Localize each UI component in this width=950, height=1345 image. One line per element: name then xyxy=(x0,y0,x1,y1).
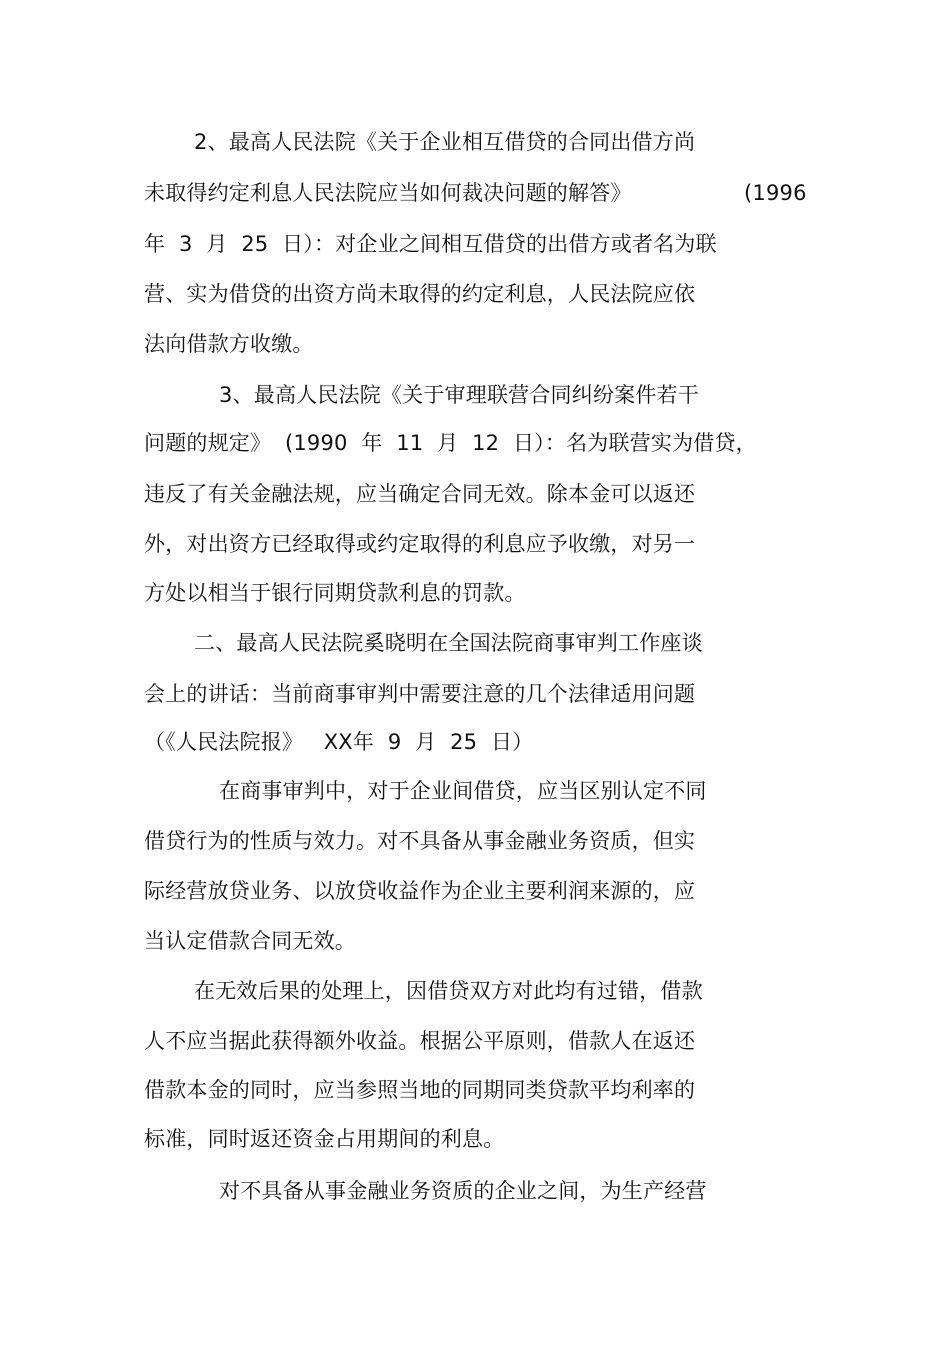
text-line: 法向借款方收缴。 xyxy=(144,332,314,356)
text-line: 3、最高人民法院《关于审理联营合同纠纷案件若干 xyxy=(219,383,699,407)
text-line: 会上的讲话：当前商事审判中需要注意的几个法律适用问题 xyxy=(144,682,696,706)
text-line: （《人民法院报》 XX年 9 月 25 日） xyxy=(144,730,534,754)
text-line: 问题的规定》 (1990 年 11 月 12 日）：名为联营实为借贷， xyxy=(144,431,757,455)
text-line: 借款本金的同时，应当参照当地的同期同类贷款平均利率的 xyxy=(144,1078,696,1102)
text-line: 营、实为借贷的出资方尚未取得的约定利息，人民法院应依 xyxy=(144,282,696,306)
text-line: 外，对出资方已经取得或约定取得的利息应予收缴，对另一 xyxy=(144,532,696,556)
text-line: 当认定借款合同无效。 xyxy=(144,929,356,953)
text-line: 借贷行为的性质与效力。对不具备从事金融业务资质，但实 xyxy=(144,829,696,853)
text-line: 人不应当据此获得额外收益。根据公平原则，借款人在返还 xyxy=(144,1029,696,1053)
text-line: 方处以相当于银行同期贷款利息的罚款。 xyxy=(144,581,526,605)
text-line: 二、最高人民法院奚晓明在全国法院商事审判工作座谈 xyxy=(194,631,703,655)
text-line: (1996 xyxy=(744,181,807,205)
text-line: 在无效后果的处理上，因借贷双方对此均有过错，借款 xyxy=(194,979,703,1003)
text-line: 际经营放贷业务、以放贷收益作为企业主要利润来源的，应 xyxy=(144,879,696,903)
text-line: 违反了有关金融法规，应当确定合同无效。除本金可以返还 xyxy=(144,482,696,506)
text-line: 未取得约定利息人民法院应当如何裁决问题的解答》 xyxy=(144,181,632,205)
text-line: 标准，同时返还资金占用期间的利息。 xyxy=(144,1127,505,1151)
text-line: 2、最高人民法院《关于企业相互借贷的合同出借方尚 xyxy=(194,130,696,154)
text-line: 年 3 月 25 日）：对企业之间相互借贷的出借方或者名为联 xyxy=(144,232,717,256)
text-line: 在商事审判中，对于企业间借贷，应当区别认定不同 xyxy=(219,779,707,803)
text-line: 对不具备从事金融业务资质的企业之间，为生产经营 xyxy=(219,1179,707,1203)
